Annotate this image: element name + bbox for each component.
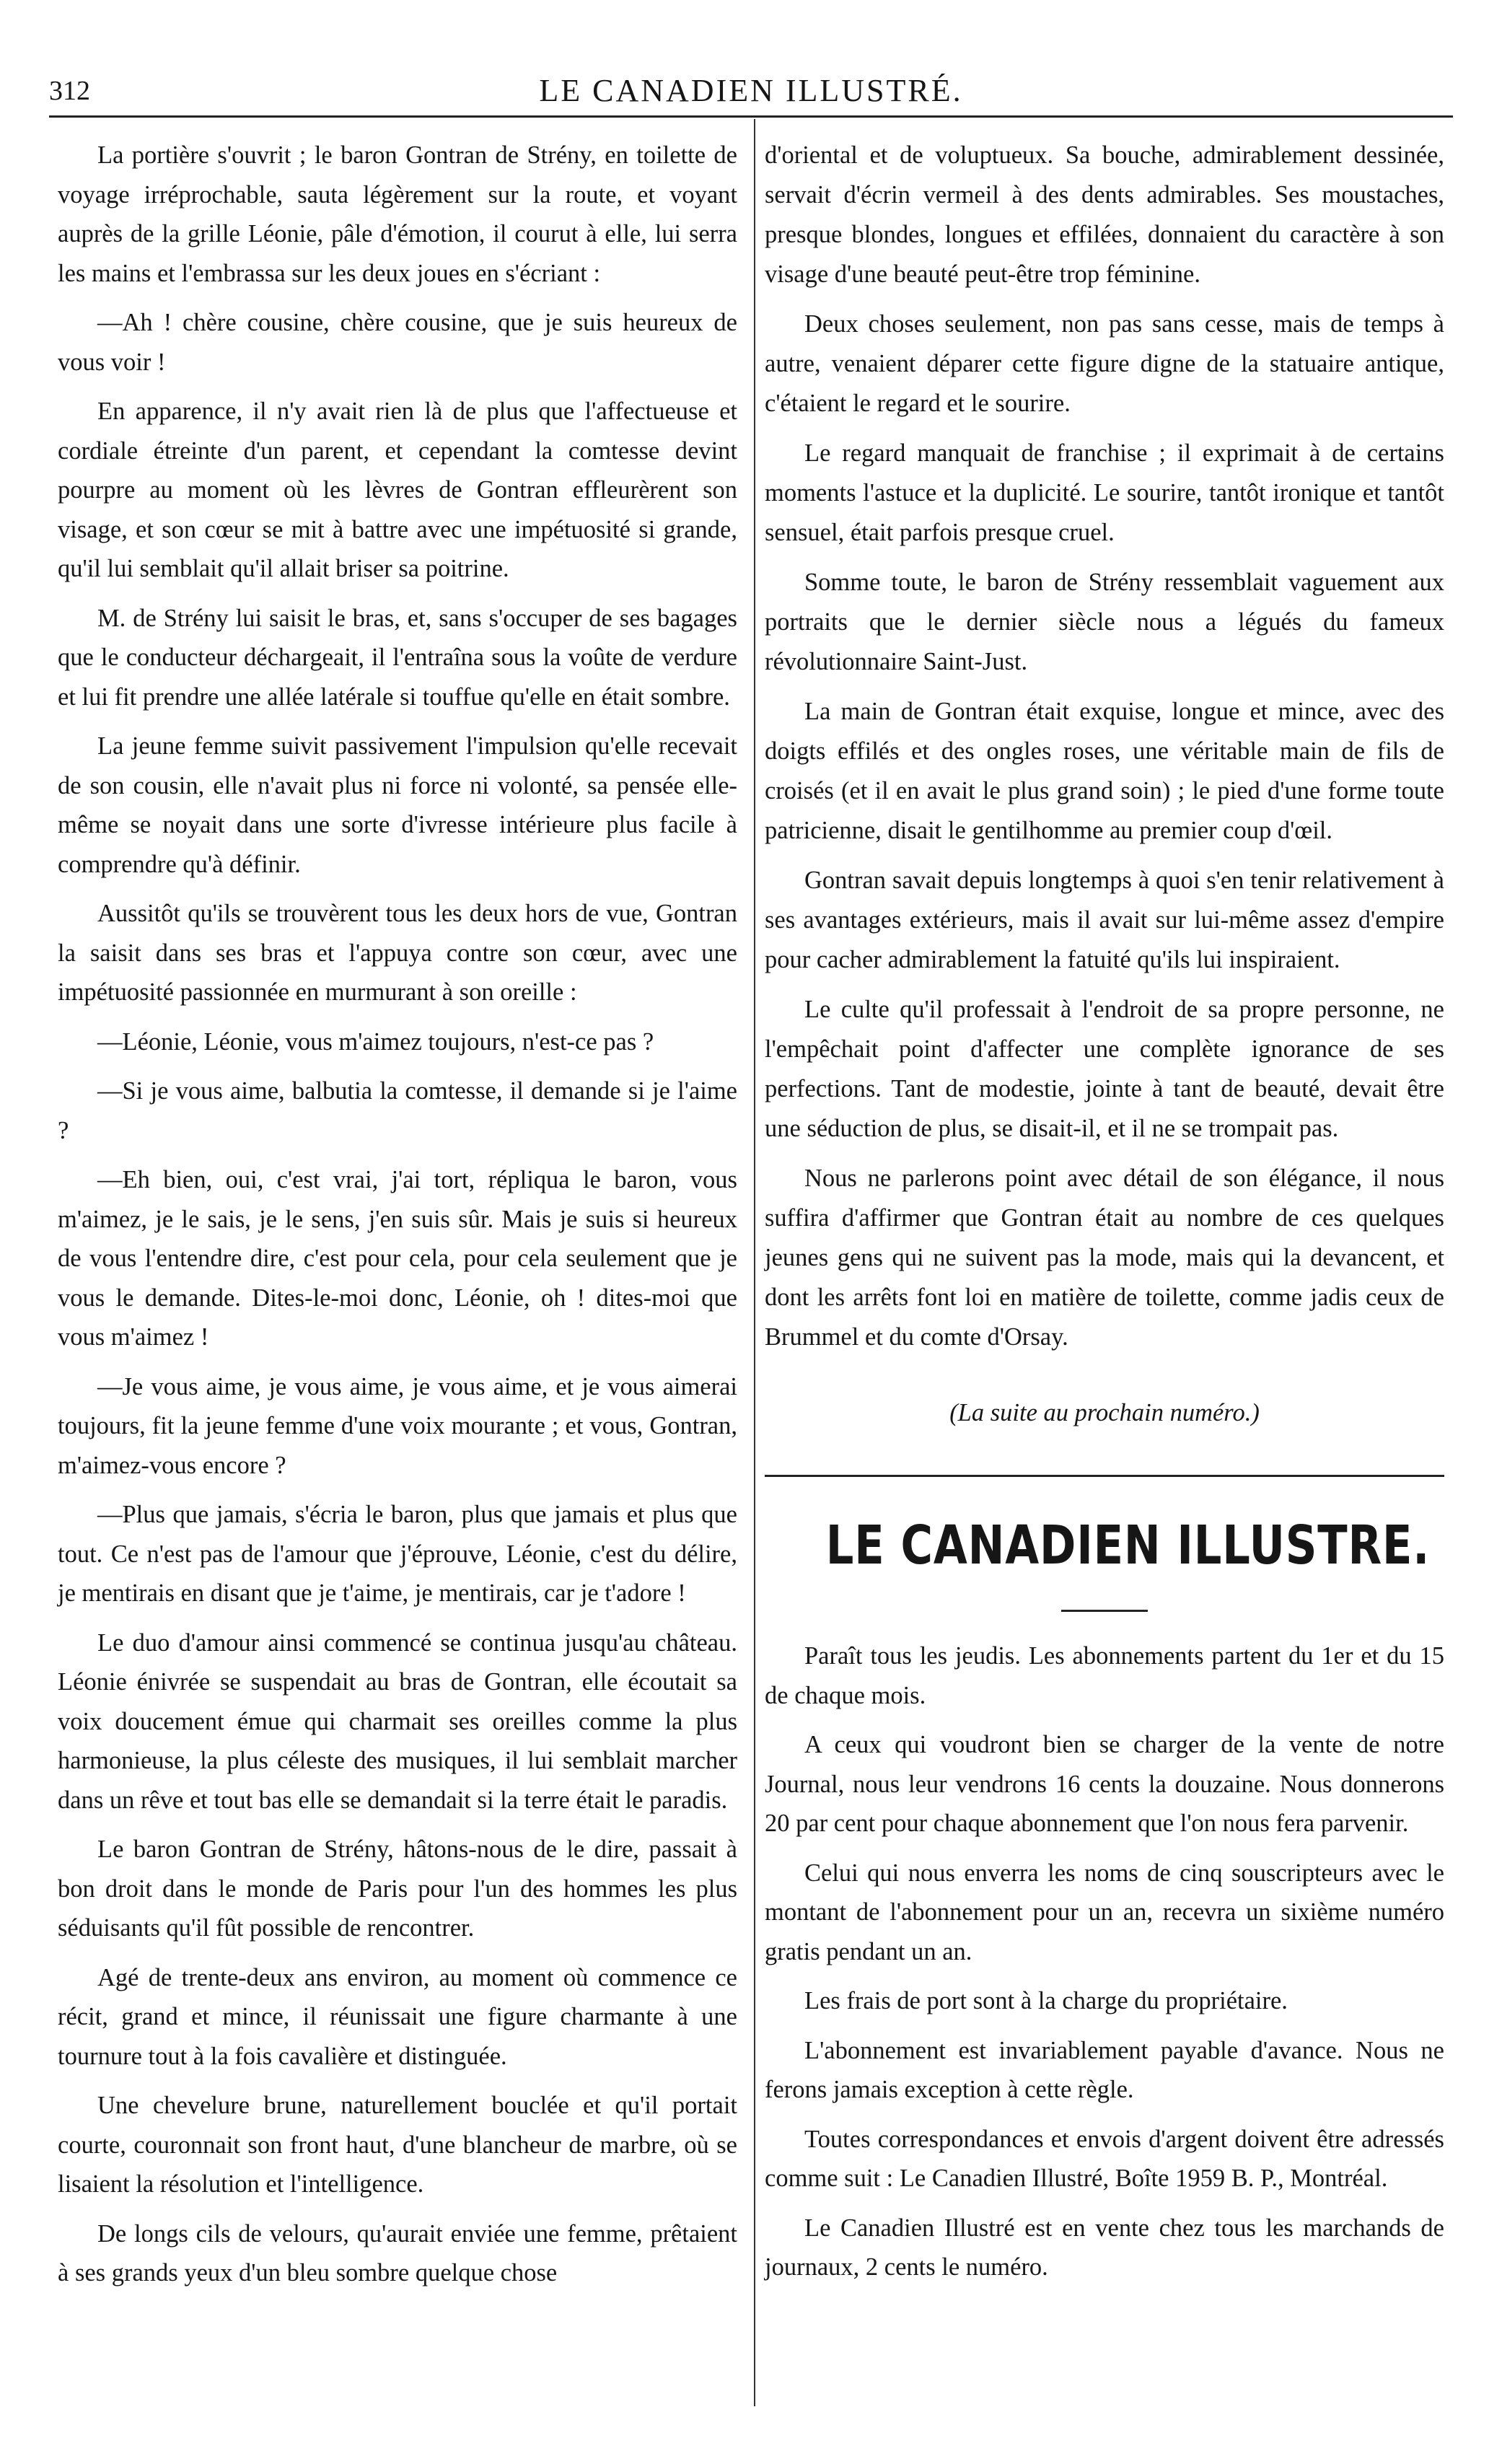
- notice-paragraph: L'abonnement est invariablement payable d'avance. Nous ne ferons jamais exception à cette règle.: [765, 2036, 1444, 2103]
- paragraph: En apparence, il n'y avait rien là de plus que l'affectueuse et cordiale étreinte d'un parent, et cependant la comtesse devint pourpre au moment où les lèvres de Gontran effleurèrent son visage, et son cœur se mit à battre avec une impétuosité si grande, qu'il lui semblait qu'il allait briser sa poitrine.: [58, 398, 737, 582]
- paragraph: Gontran savait depuis longtemps à quoi s'en tenir relativement à ses avantages extérieurs, mais il avait sur lui-même assez d'empire pour cacher admirablement la fatuité qu'ils lui inspiraient.: [765, 867, 1444, 973]
- notice-paragraph: Paraît tous les jeudis. Les abonnements partent du 1er et du 15 de chaque mois.: [765, 1642, 1444, 1709]
- continued-note: (La suite au prochain numéro.): [949, 1399, 1260, 1426]
- paragraph: —Si je vous aime, balbutia la comtesse, il demande si je l'aime ?: [58, 1077, 737, 1144]
- notice-paragraph: Toutes correspondances et envois d'argent doivent être adressés comme suit : Le Canadien Illustré, Boîte 1959 B. P., Montréal.: [765, 2125, 1444, 2192]
- section-rule: [765, 1475, 1444, 1477]
- right-column: [765, 136, 1444, 2297]
- header-rule: [49, 115, 1453, 118]
- masthead-rule: [1061, 1610, 1148, 1612]
- paragraph: De longs cils de velours, qu'aurait enviée une femme, prêtaient à ses grands yeux d'un bleu sombre quelque chose: [58, 2219, 737, 2287]
- paragraph: —Eh bien, oui, c'est vrai, j'ai tort, répliqua le baron, vous m'aimez, je le sais, je le sens, j'en suis sûr. Mais je suis si heureux de vous l'entendre dire, c'est pour cela, pour cela seulement que je vous le demande. Dites-le-moi donc, Léonie, oh ! dites-moi que vous m'aimez !: [58, 1166, 737, 1351]
- paragraph: Le duo d'amour ainsi commencé se continua jusqu'au château. Léonie énivrée se suspendait au bras de Gontran, elle écoutait sa voix doucement émue qui charmait ses oreilles comme la plus harmonieuse, la plus céleste des musiques, il lui semblait marcher dans un rêve et tout bas elle se demandait si la terre était le paradis.: [58, 1628, 737, 1814]
- notice-paragraph: Celui qui nous enverra les noms de cinq souscripteurs avec le montant de l'abonnement pour un an, recevra un sixième numéro gratis pendant un an.: [765, 1859, 1444, 1965]
- paragraph: La jeune femme suivit passivement l'impulsion qu'elle recevait de son cousin, elle n'avait plus ni force ni volonté, sa pensée elle-même se noyait dans une sorte d'ivresse intérieure plus facile à comprendre qu'à définir.: [58, 732, 737, 878]
- paragraph: —Ah ! chère cousine, chère cousine, que je suis heureux de vous voir !: [58, 309, 737, 376]
- paragraph: Deux choses seulement, non pas sans cesse, mais de temps à autre, venaient déparer cette figure digne de la statuaire antique, c'étaient le regard et le sourire.: [765, 310, 1444, 417]
- notice-paragraph: A ceux qui voudront bien se charger de la vente de notre Journal, nous leur vendrons 16 cents la douzaine. Nous donnerons 20 par cent pour chaque abonnement que l'on nous fera parvenir.: [765, 1731, 1444, 1837]
- paragraph: Agé de trente-deux ans environ, au moment où commence ce récit, grand et mince, il réunissait une figure charmante à une tournure tout à la fois cavalière et distinguée.: [58, 1963, 737, 2070]
- paragraph: Somme toute, le baron de Strény ressemblait vaguement aux portraits que le dernier siècle nous a légués du fameux révolutionnaire Saint-Just.: [765, 569, 1444, 675]
- paragraph: M. de Strény lui saisit le bras, et, sans s'occuper de ses bagages que le conducteur déchargeait, il l'entraîna sous la voûte de verdure et lui fit prendre une allée latérale si touffue qu'elle en était sombre.: [58, 604, 737, 711]
- paragraph: La main de Gontran était exquise, longue et mince, avec des doigts effilés et des ongles roses, une véritable main de fils de croisés (et il en avait le plus grand soin) ; le pied d'une forme toute patricienne, disait le gentilhomme au premier coup d'œil.: [765, 698, 1444, 844]
- page-number: 312: [49, 76, 90, 106]
- paragraph: La portière s'ouvrit ; le baron Gontran de Strény, en toilette de voyage irréprochable, sauta légèrement sur la route, et voyant auprès de la grille Léonie, pâle d'émotion, il courut à elle, lui serra les mains et l'embrassa sur les deux joues en s'écriant :: [58, 141, 737, 287]
- paragraph: Le culte qu'il professait à l'endroit de sa propre personne, ne l'empêchait point d'affecter une complète ignorance de ses perfections. Tant de modestie, jointe à tant de beauté, devait être une séduction de plus, se disait-il, et il ne se trompait pas.: [765, 996, 1444, 1142]
- page-header: [49, 69, 1453, 113]
- paragraph: Le regard manquait de franchise ; il exprimait à de certains moments l'astuce et la duplicité. Le sourire, tantôt ironique et tantôt sensuel, était parfois presque cruel.: [765, 439, 1444, 546]
- notice-paragraph: Les frais de port sont à la charge du propriétaire.: [804, 1987, 1288, 2014]
- paragraph: —Plus que jamais, s'écria le baron, plus que jamais et plus que tout. Ce n'est pas de l'amour que j'éprouve, Léonie, c'est du délire, je mentirais en disant que je t'aime, je mentirais, car je t'adore !: [58, 1501, 737, 1607]
- paragraph: —Je vous aime, je vous aime, je vous aime, et je vous aimerai toujours, fit la jeune femme d'une voix mourante ; et vous, Gontran, m'aimez-vous encore ?: [58, 1372, 737, 1479]
- column-divider: [754, 119, 755, 2406]
- paragraph: Le baron Gontran de Strény, hâtons-nous de le dire, passait à bon droit dans le monde de Paris pour l'un des hommes les plus séduisants qu'il fût possible de rencontrer.: [58, 1836, 737, 1942]
- running-title: LE CANADIEN ILLUSTRÉ.: [539, 73, 963, 108]
- paragraph: Aussitôt qu'ils se trouvèrent tous les deux hors de vue, Gontran la saisit dans ses bras et l'appuya contre son cœur, avec une impétuosité passionnée en murmurant à son oreille :: [58, 900, 737, 1006]
- subscription-notice: [765, 1636, 1444, 2287]
- notice-paragraph: Le Canadien Illustré est en vente chez tous les marchands de journaux, 2 cents le numéro.: [765, 2214, 1444, 2281]
- left-column: [58, 136, 737, 2303]
- paragraph: Une chevelure brune, naturellement bouclée et qu'il portait courte, couronnait son front haut, d'une blancheur de marbre, où se lisaient la résolution et l'intelligence.: [58, 2092, 737, 2198]
- paragraph: Nous ne parlerons point avec détail de son élégance, il nous suffira d'affirmer que Gontran était au nombre de ces quelques jeunes gens qui ne suivent pas la mode, mais qui la devancent, et dont les arrêts font loi en matière de toilette, comme jadis ceux de Brummel et du comte d'Orsay.: [765, 1165, 1444, 1351]
- masthead-title: LE CANADIEN ILLUSTRE.: [825, 1514, 1431, 1577]
- paragraph: —Léonie, Léonie, vous m'aimez toujours, n'est-ce pas ?: [97, 1027, 654, 1056]
- paragraph: d'oriental et de voluptueux. Sa bouche, admirablement dessinée, servait d'écrin vermeil à des dents admirables. Ses moustaches, presque blondes, longues et effilées, donnaient du caractère à son visage d'une beauté peut-être trop féminine.: [765, 141, 1444, 288]
